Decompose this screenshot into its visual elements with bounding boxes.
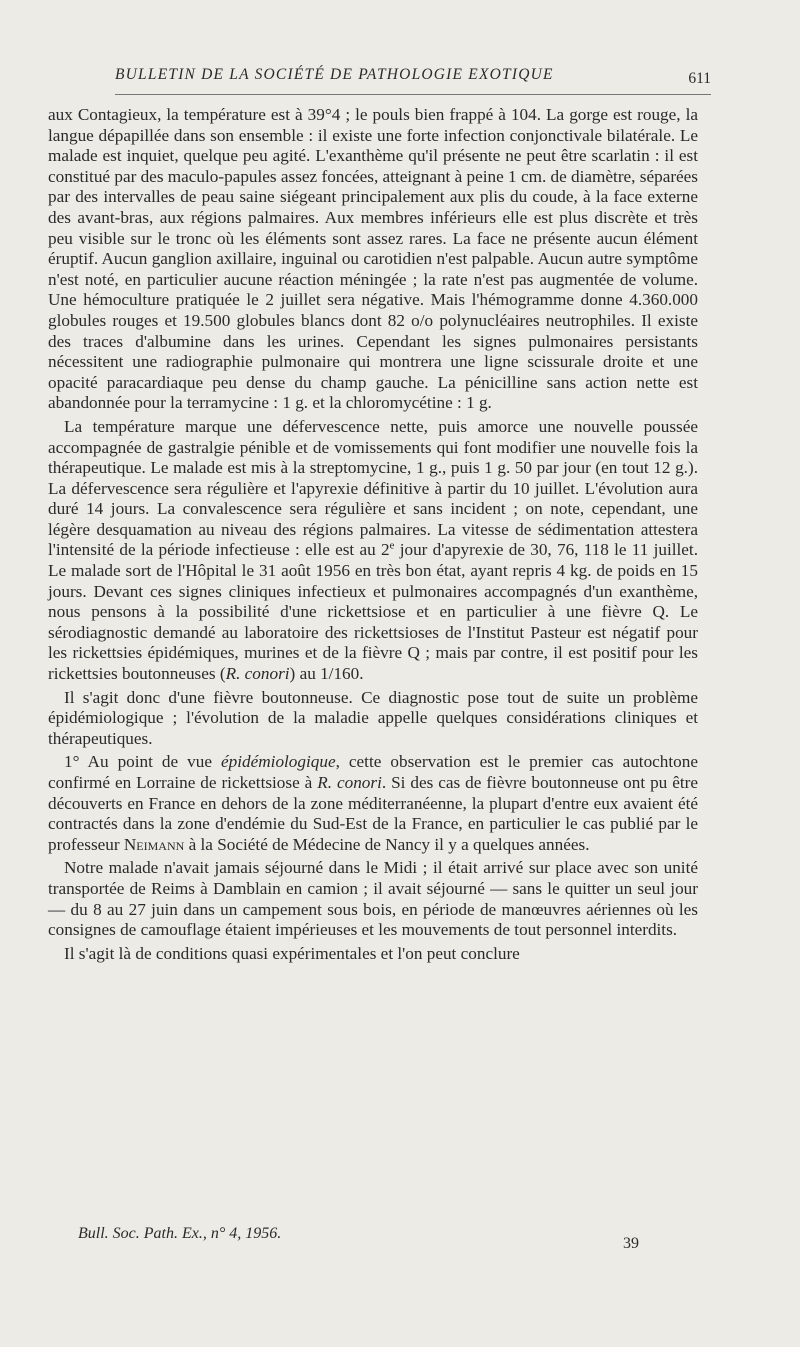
- paragraph-4-text-a: Au point de vue: [79, 752, 222, 772]
- paragraph-4-text-c: . Si des cas de fièvre boutonneuse ont pu être découverts en France en dehors de la zone méditerranéenne, la plupart d'entre eux avaient été contractés dans la zone d'endémie du Sud-Est de la France, en particulier le cas publié par le professeur: [48, 773, 698, 854]
- species-name: R. conori: [317, 773, 382, 792]
- ordinal-superscript: e: [389, 539, 395, 552]
- page-number: 611: [688, 70, 711, 87]
- body-text: [48, 105, 698, 967]
- paragraph-4: [48, 752, 698, 855]
- paragraph-2-text-b: jour d'apyrexie de 30, 76, 118 le 11 juillet. Le malade sort de l'Hôpital le 31 août 1956 en très bon état, ayant repris 4 kg. de poids en 15 jours. Devant ces signes cliniques infectieux et pulmonaires accompagnés d'un exanthème, nous pensons à la possibilité d'une rickettsiose et en particulier à une fièvre Q. Le sérodiagnostic demandé au laboratoire des rickettsioses de l'Institut Pasteur est négatif pour les rickettsies épidémiques, murines et de la fièvre Q ; mais par contre, il est positif pour les rickettsies boutonneuses (: [48, 540, 698, 684]
- paragraph-2: [48, 417, 698, 685]
- paragraph-4-text-d: à la Société de Médecine de Nancy il y a quelques années.: [184, 834, 590, 854]
- emphasis-term: épidémiologique: [221, 752, 336, 772]
- header-rule: [115, 94, 711, 95]
- running-title: BULLETIN DE LA SOCIÉTÉ DE PATHOLOGIE EXOTIQUE: [115, 66, 554, 83]
- species-name: R. conori: [225, 664, 290, 684]
- section-number: 1°: [64, 752, 80, 772]
- paragraph-3: Il s'agit donc d'une fièvre boutonneuse. Ce diagnostic pose tout de suite un problème épidémiologique ; l'évolution de la maladie appelle quelques considérations cliniques et thérapeutiques.: [48, 687, 698, 748]
- signature-mark: 39: [623, 1235, 639, 1252]
- paragraph-2-text-c: ) au 1/160.: [289, 664, 364, 684]
- author-name: Neimann: [123, 834, 185, 854]
- paragraph-5: Notre malade n'avait jamais séjourné dans le Midi ; il était arrivé sur place avec son unité transportée de Reims à Damblain en camion ; il avait séjourné — sans le quitter un seul jour — du 8 au 27 juin dans un campement sous bois, en période de manœuvres aériennes où les consignes de camouflage étaient impérieuses et les mouvements de tout personnel interdits.: [48, 858, 698, 940]
- paragraph-6: Il s'agit là de conditions quasi expérimentales et l'on peut conclure: [64, 943, 520, 963]
- paragraph-4-text-b: , cette observation est le premier cas autochtone confirmé en Lorraine de rickettsiose à: [48, 752, 698, 792]
- paragraph-2-text-a: La température marque une défervescence nette, puis amorce une nouvelle poussée accompagnée de gastralgie pénible et de vomissements qui font modifier une nouvelle fois la thérapeutique. Le malade est mis à la streptomycine, 1 g., puis 1 g. 50 par jour (en tout 12 g.). La défervescence sera régulière et l'apyrexie définitive à partir du 10 juillet. L'évolution aura duré 14 jours. La convalescence sera régulière et sans incident ; on note, cependant, une légère desquamation au niveau des régions palmaires. La vitesse de sédimentation attestera l'intensité de la période infectieuse : elle est au 2: [48, 416, 698, 560]
- journal-citation: Bull. Soc. Path. Ex., n° 4, 1956.: [78, 1225, 282, 1242]
- paragraph-1: aux Contagieux, la température est à 39°4 ; le pouls bien frappé à 104. La gorge est rouge, la langue dépapillée dans son ensemble : il existe une forte infection conjonctivale bilatérale. Le malade est inquiet, quelque peu agité. L'exanthème qu'il présente ne peut être scarlatin : il est constitué par des maculo-papules assez foncées, atteignant à peine 1 cm. de diamètre, séparées par des intervalles de peau saine siégeant principalement aux plis du coude, à la face externe des avant-bras, aux régions palmaires. Aux membres inférieurs elle est plus discrète et très peu visible sur le tronc où les éléments sont assez rares. La face ne présente aucun élément éruptif. Aucun ganglion axillaire, inguinal ou carotidien n'est palpable. Aucun autre symptôme n'est noté, en particulier aucune réaction méningée ; la rate n'est pas augmentée de volume. Une hémoculture pratiquée le 2 juillet sera négative. Mais l'hémogramme donne 4.360.000 globules rouges et 19.500 globules blancs dont 82 o/o polynucléaires neutrophiles. Il existe des traces d'albumine dans les urines. Cependant les signes pulmonaires persistants nécessitent une radiographie pulmonaire qui montrera une ligne scissurale droite et une opacité paracardiaque peu dense du champ gauche. La pénicilline sans action nette est abandonnée pour la terramycine : 1 g. et la chloromycétine : 1 g.: [48, 105, 698, 413]
